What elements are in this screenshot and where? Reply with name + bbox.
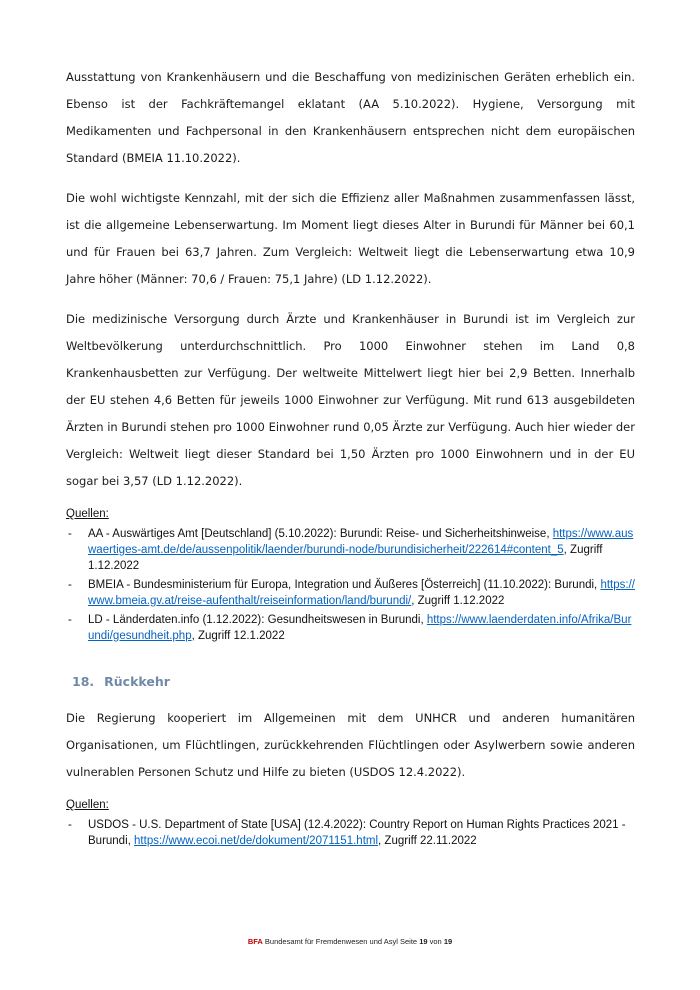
section-title: Rückkehr: [104, 674, 170, 689]
source-text: , Zugriff 1.12.2022: [88, 544, 603, 572]
source-text: AA - Auswärtiges Amt [Deutschland] (5.10.2022): Burundi: Reise- und Sicherheitshinweise,: [88, 528, 553, 540]
footer-page-label: Seite: [400, 937, 418, 946]
page-footer: [0, 937, 700, 946]
sources-section-health: [66, 508, 635, 644]
footer-page-current: 19: [419, 937, 428, 946]
source-text: , Zugriff 12.1.2022: [191, 630, 285, 642]
sources-label-wrap: [66, 508, 635, 520]
bfa-logo: BFA: [247, 937, 263, 946]
source-link[interactable]: https://www.auswaertiges-amt.de/de/aussenpolitik/laender/burundi-node/burundisicherheit/222614#content_5: [88, 528, 634, 556]
source-item-bmeia: [66, 577, 635, 609]
source-item-usdos: [66, 817, 635, 849]
source-text: , Zugriff 22.11.2022: [378, 835, 477, 847]
bullet-dash: -: [68, 614, 72, 626]
paragraph-hospitals: Ausstattung von Krankenhäusern und die Beschaffung von medizinischen Geräten erheblich ein. Ebenso ist der Fachkräftemangel eklatant (AA 5.10.2022). Hygiene, Versorgung mit Medikamenten und Fachpersonal in den Krankenhäusern entsprechen nicht dem europäischen Standard (BMEIA 11.10.2022).: [66, 70, 635, 165]
bullet-dash: -: [68, 579, 72, 591]
source-text: , Zugriff 1.12.2022: [411, 595, 505, 607]
section-heading-rueckkehr: [72, 674, 635, 689]
source-link[interactable]: https://www.ecoi.net/de/dokument/2071151.html: [134, 835, 379, 847]
bullet-dash: -: [68, 528, 72, 540]
source-text: USDOS - U.S. Department of State [USA] (12.4.2022): Country Report on Human Rights Practices 2021 - Burundi,: [88, 819, 626, 847]
source-item-ld: [66, 612, 635, 644]
footer-org-name: Bundesamt für Fremdenwesen und Asyl: [264, 937, 398, 946]
source-text: BMEIA - Bundesministerium für Europa, Integration und Äußeres [Österreich] (11.10.2022): Burundi,: [88, 579, 601, 591]
source-text: LD - Länderdaten.info (1.12.2022): Gesundheitswesen in Burundi,: [88, 614, 427, 626]
paragraph-medical-coverage: Die medizinische Versorgung durch Ärzte und Krankenhäuser in Burundi ist im Vergleich zur Weltbevölkerung unterdurchschnittlich. Pro 1000 Einwohner stehen im Land 0,8 Krankenhausbetten zur Verfügung. Der weltweite Mittelwert liegt hier bei 2,9 Betten. Innerhalb der EU stehen 4,6 Betten für jeweils 1000 Einwohner zur Verfügung. Mit rund 613 ausgebildeten Ärzten in Burundi stehen pro 1000 Einwohner rund 0,05 Ärzte zur Verfügung. Auch hier wieder der Vergleich: Weltweit liegt dieser Standard bei 1,50 Ärzten pro 1000 Einwohnern und in der EU sogar bei 3,57 (LD 1.12.2022).: [66, 312, 635, 488]
sources-section-return: [66, 799, 635, 849]
sources-label: Quellen:: [66, 799, 109, 811]
sources-label: Quellen:: [66, 508, 109, 520]
source-item-aa: [66, 526, 635, 574]
footer-page-total: 19: [443, 937, 453, 946]
paragraph-life-expectancy: Die wohl wichtigste Kennzahl, mit der sich die Effizienz aller Maßnahmen zusammenfassen lässt, ist die allgemeine Lebenserwartung. Im Moment liegt dieses Alter in Burundi für Männer bei 60,1 und für Frauen bei 63,7 Jahren. Zum Vergleich: Weltweit liegt die Lebenserwartung etwa 10,9 Jahre höher (Männer: 70,6 / Frauen: 75,1 Jahre) (LD 1.12.2022).: [66, 191, 635, 286]
footer-of-label: von: [429, 937, 442, 946]
source-link[interactable]: https://www.bmeia.gv.at/reise-aufenthalt/reiseinformation/land/burundi/: [88, 579, 635, 607]
paragraph-return-cooperation: Die Regierung kooperiert im Allgemeinen mit dem UNHCR und anderen humanitären Organisationen, um Flüchtlingen, zurückkehrenden Flüchtlingen oder Asylwerbern sowie anderen vulnerablen Personen Schutz und Hilfe zu bieten (USDOS 12.4.2022).: [66, 711, 635, 779]
source-link[interactable]: https://www.laenderdaten.info/Afrika/Burundi/gesundheit.php: [88, 614, 632, 642]
sources-label-wrap: [66, 799, 635, 811]
bullet-dash: -: [68, 819, 72, 831]
section-number: 18.: [72, 674, 95, 689]
